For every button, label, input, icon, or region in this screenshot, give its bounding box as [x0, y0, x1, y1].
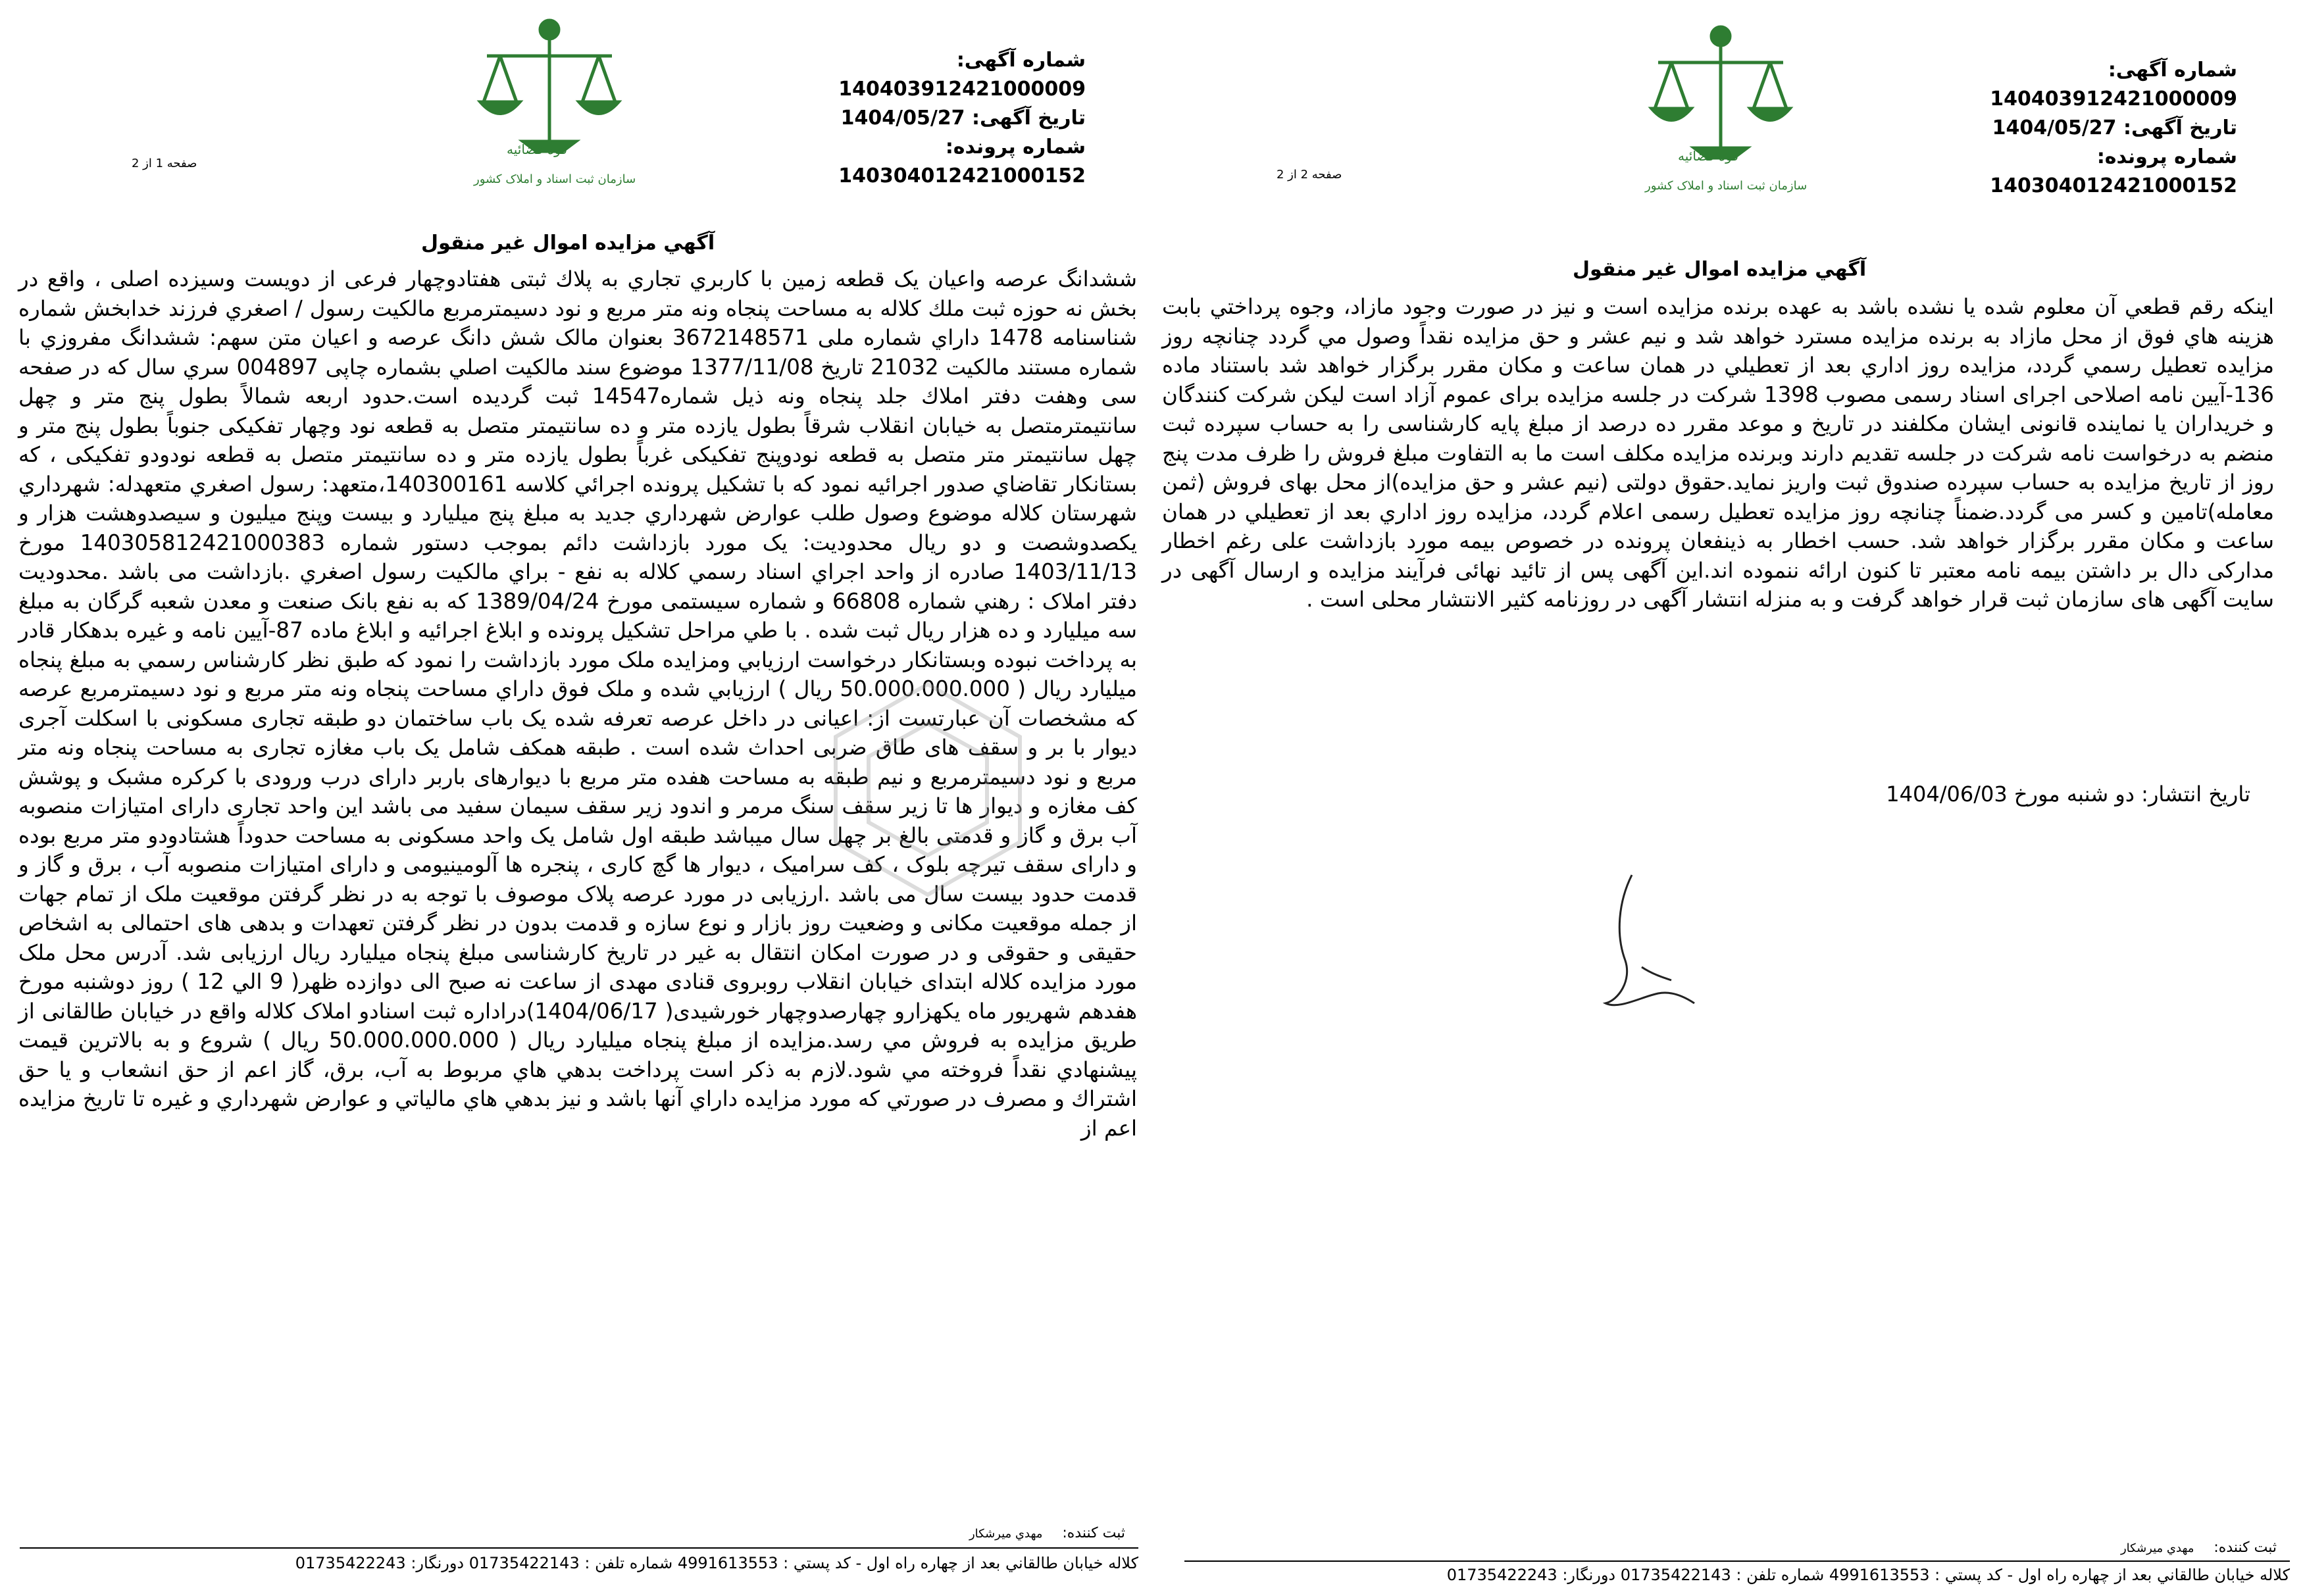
notice-date: تاریخ آگهی: 1404/05/27 [1992, 116, 2237, 139]
footer-address: كلاله خيابان طالقاني بعد از چهاره راه اول - كد پستي : 4991613553 شماره تلفن : 01735422143 دورنگار: 01735422243 [1446, 1566, 2290, 1584]
notice-date: تاریخ آگهی: 1404/05/27 [840, 107, 1086, 130]
registrar: ثبت كننده:مهدي ميرشكار [2120, 1539, 2277, 1556]
notice-body: اينكه رقم قطعي آن معلوم شده يا نشده باشد به عهده برنده مزايده است و نيز در صورت وجود مازاد، وجوه پرداختي بابت هزينه هاي فوق از محل مازاد به برنده مزايده مسترد خواهد شد و نيم عشر و حق مزايده نقداً وصول مي گردد چنانچه روز مزايده تعطيل رسمي گردد، مزايده روز اداري بعد از تعطيلي در همان ساعت و مكان مقرر برگزار خواهد شد باستناد ماده 136-آيين نامه اصلاحی اجرای اسناد رسمی مصوب 1398 شركت در جلسه مزايده برای عموم آزاد است ليكن شركت كنندگان و خريداران يا نماينده قانونی ايشان مكلفند در تاريخ و موعد مقرر ده درصد از مبلغ پايه كارشناسی را به حساب سپرده ثبت منضم به درخواست نامه شركت در جلسه تقديم دارند وبرنده مزايده مكلف است ما به التفاوت مبلغ فروش را ظرف مدت پنج روز از تاريخ مزايده به حساب سپرده صندوق ثبت واريز نمايد.حقوق دولتی (نيم عشر و حق مزايده)از محل بهای فروش (ثمن معامله)تامين و كسر می گردد.ضمناً چنانچه روز مزايده تعطيل رسمی اعلام گردد، مزايده روز اداري بعد از تعطيلي در همان ساعت و مكان مقرر برگزار خواهد شد. حسب اخطار به ذينفعان پرونده در خصوص بيمه مورد بازداشت علی رغم اخطار مداركی دال بر داشتن بيمه نامه معتبر تا كنون ارائه ننموده اند.اين آگهی پس از تائيد نهائی فرآيند مزايده و ارسال آگهی در سايت آگهی های سازمان ثبت قرار خواهد گرفت و به منزله انتشار آگهی در روزنامه كثير الانتشار محلی است . [1162, 294, 2274, 612]
emblem-subcaption: سازمان ثبت اسناد و املاک کشور [1645, 179, 1808, 193]
publish-date: تاريخ انتشار: دو شنبه مورخ 1404/06/03 [1886, 782, 2250, 807]
notice-title: آگهي مزايده اموال غير منقول [1573, 258, 1867, 281]
page-2 [1158, 0, 2303, 1596]
notice-body: ششدانگ عرصه واعيان يک قطعه زمين با كاربري تجاري به پلاك ثبتی هفتادوچهار فرعی از دويست وسيزده اصلی ، واقع در بخش نه حوزه ثبت ملك كلاله به مساحت پنجاه ونه متر مربع و نود دسيمترمربع مالكيت رسول / اصغري فرزند خدابخش شماره شناسنامه 1478 داراي شماره ملی 3672148571 بعنوان مالک شش دانگ عرصه و اعيان متن سهم: ششدانگ مفروزي با شماره مستند مالكيت 21032 تاريخ 1377/11/08 موضوع سند مالكيت اصلي بشماره چاپی 004897 سري سال كه در صفحه سی وهفت دفتر املاك جلد پنجاه ونه ذيل شماره14547 ثبت گرديده است.حدود اربعه شمالاً بطول پنج متر و چهل سانتيمترمتصل به خيابان انقلاب شرقاً بطول يازده متر و ده سانتيمتر متصل به قطعه نود وچهار تفكيكی جنوباً بطول پنج متر و چهل سانتيمتر متر متصل به قطعه نودوپنج تفكيكی غرباً بطول يازده متر و ده سانتيمتر متصل به قطعه نودودو تفكيكی ، كه بستانكار تقاضاي صدور اجرائيه نمود كه با تشكيل پرونده اجرائي كلاسه 140300161،متعهد: رسول اصغري متعهدله: شهرداري شهرستان كلاله موضوع وصول طلب عوارض شهرداري جديد به مبلغ پنج ميليارد و بيست وپنج ميليون و سيصدوهشت هزار و يكصدوشصت و دو ريال محدوديت: يک مورد بازداشت دائم بموجب دستور شماره 140305812421000383 مورخ 1403/11/13 صادره از واحد اجراي اسناد رسمي كلاله به نفع - براي مالكيت رسول اصغري .بازداشت می باشد .محدوديت دفتر املاک : رهني شماره 66808 و شماره سيستمی مورخ 1389/04/24 كه به نفع بانک صنعت و معدن شعبه گرگان به مبلغ سه ميليارد و ده هزار ريال ثبت شده . با طي مراحل تشكيل پرونده و ابلاغ اجرائيه و ابلاغ ماده 87-آيين نامه و غيره بدهكار قادر به پرداخت نبوده وبستانكار درخواست ارزيابي ومزايده ملک مورد بازداشت را نمود كه طبق نظر كارشناس رسمي به مبلغ پنجاه ميليارد ريال ( 50.000.000.000 ريال ) ارزيابي شده و ملک فوق داراي مساحت پنجاه ونه متر مربع و نود دسيمترمربع عرصه كه مشخصات آن عبارتست از: اعيانی در داخل عرصه تعرفه شده يک باب ساختمان دو طبقه تجاری مسكونی با اسكلت آجری ديوار با بر و سقف های طاق ضربی احداث شده است . طبقه همكف شامل يک باب مغازه تجاری به مساحت پنجاه ونه متر مربع و نود دسيمترمربع و نيم طبقه به مساحت هفده متر مربع با ديوارهای باربر دارای درب ورودی با كركره مشبک و پوشش كف مغازه و ديوار ها تا زير سقف سنگ مرمر و اندود زير سقف سيمان سفيد می باشد اين واحد تجاری دارای امتيازات منصوبه آب برق و گاز و قدمتی بالغ بر چهل سال ميباشد طبقه اول شامل يک واحد مسكونی به مساحت حدوداً هشتادودو متر مربع بوده و دارای سقف تيرچه بلوک ، كف سراميک ، ديوار ها گچ كاری ، پنجره ها آلومينيومی و دارای امتيازات منصوبه آب ، برق و گاز و قدمت حدود بيست سال می باشد .ارزيابی در مورد عرصه پلاک موصوف با توجه به در نظر گرفتن موقعيت ملک از تمام جهات از جمله موقعيت مكانی و وضعيت روز بازار و نوع سازه و قدمت بدون در نظر گرفتن تعهدات و بدهی های احتمالی به اشخاص حقيقی و حقوقی و در صورت امكان انتقال به غير در تاريخ كارشناسی مبلغ پنجاه ميليارد ريال ارزيابی شد. آدرس محل ملک مورد مزايده كلاله ابتدای خيابان انقلاب روبروی قنادی مهدی از ساعت نه صبح الی دوازده ظهر( 9 الي 12 ) روز دوشنبه مورخ هفدهم شهريور ماه يكهزارو چهارصدوچهار خورشيدی( 1404/06/17)دراداره ثبت اسنادو املاک كلاله واقع در خيابان طالقانی از طريق مزايده به فروش مي رسد.مزايده از مبلغ پنجاه ميليارد ريال ( 50.000.000.000 ريال ) شروع و به بالاترين قيمت پيشنهادي نقداً فروخته مي شود.لازم به ذكر است پرداخت بدهي هاي مربوط به آب، برق، گاز اعم از حق انشعاب و يا حق اشتراك و مصرف در صورتي كه مورد مزايده داراي آنها باشد و نيز بدهي هاي مالياتي و عوارض شهرداري و غيره تا تاريخ مزايده اعم از [18, 266, 1138, 1141]
footer-divider [20, 1547, 1138, 1549]
notice-meta [1895, 56, 2237, 201]
emblem-subcaption: سازمان ثبت اسناد و املاک کشور [474, 172, 636, 186]
case-number: شماره پرونده: 140304012421000152 [1990, 145, 2237, 197]
emblem-caption: قوه قضائيه [507, 141, 568, 157]
page-number: صفحه 2 از 2 [1277, 168, 1342, 182]
notice-title: آگهي مزايده اموال غير منقول [421, 232, 715, 255]
footer-address: كلاله خيابان طالقاني بعد از چهاره راه اول - كد پستي : 4991613553 شماره تلفن : 01735422143 دورنگار: 01735422243 [295, 1554, 1138, 1572]
notice-number: شماره آگهی: 140403912421000009 [838, 49, 1086, 101]
registrar: ثبت كننده:مهدي ميرشكار [969, 1525, 1125, 1541]
notice-number: شماره آگهی: 140403912421000009 [1990, 59, 2237, 111]
emblem-caption: قوه قضائيه [1678, 148, 1739, 164]
case-number: شماره پرونده: 140304012421000152 [838, 136, 1086, 187]
page-number: صفحه 1 از 2 [132, 157, 197, 170]
watermark-logo [776, 658, 1079, 934]
footer-divider [1184, 1560, 2290, 1562]
notice-meta [730, 46, 1086, 191]
signature-icon [1579, 862, 1711, 1026]
